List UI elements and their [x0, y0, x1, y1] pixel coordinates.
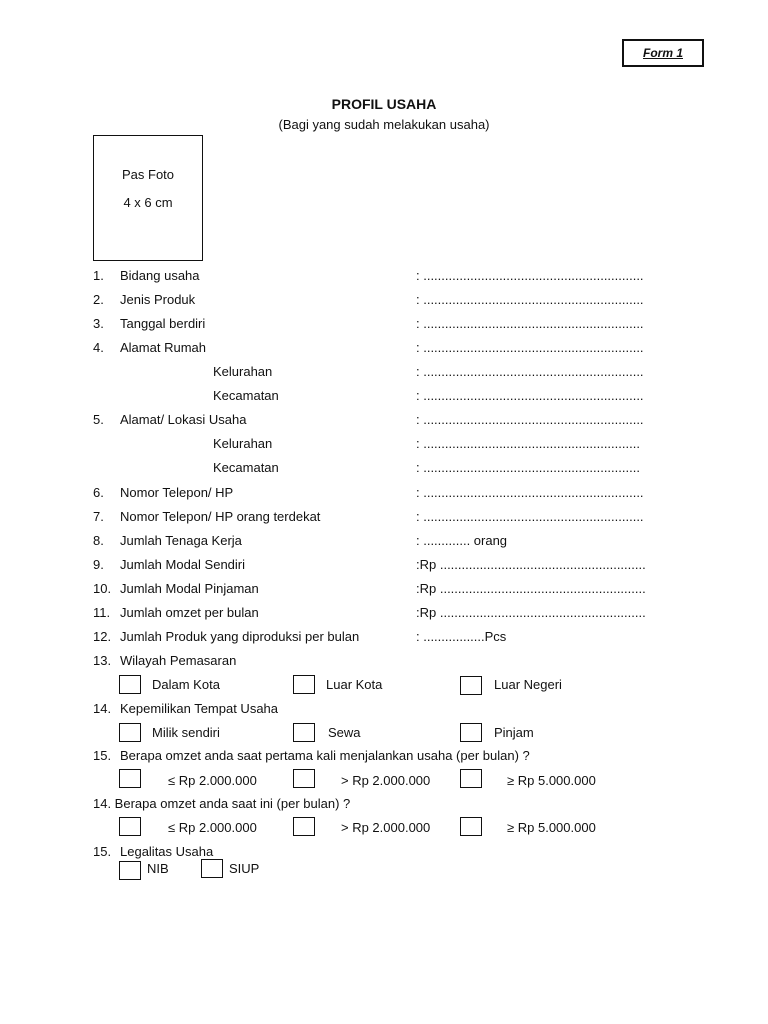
field-row-usaha-kelurahan: [0, 435, 768, 453]
field-number: 1.: [93, 268, 104, 283]
field-value[interactable]: : .............................................................: [416, 340, 644, 355]
field-row-tanggal-berdiri: [0, 315, 768, 333]
field-label: Wilayah Pemasaran: [120, 653, 237, 668]
photo-box-size: 4 x 6 cm: [123, 195, 173, 210]
field-label: Jenis Produk: [120, 292, 196, 307]
checkbox-siup[interactable]: [201, 859, 223, 878]
field-number: 4.: [93, 340, 104, 355]
photo-box[interactable]: [93, 135, 203, 261]
option-label: Dalam Kota: [152, 677, 220, 692]
field-value[interactable]: : ............. orang: [416, 533, 508, 548]
field-row-telepon-terdekat: [0, 508, 768, 526]
field-row-modal-pinjaman: [0, 580, 768, 598]
field-value[interactable]: : .............................................................: [416, 485, 644, 500]
field-label: Alamat Rumah: [120, 340, 206, 355]
field-label: Nomor Telepon/ HP orang terdekat: [120, 509, 321, 524]
option-label: Luar Kota: [326, 677, 383, 692]
field-label: Kepemilikan Tempat Usaha: [120, 701, 279, 716]
option-label: SIUP: [229, 861, 260, 876]
option-label: NIB: [147, 861, 169, 876]
field-value[interactable]: : .............................................................: [416, 388, 644, 403]
field-value[interactable]: : .............................................................: [416, 268, 644, 283]
page-subtitle: (Bagi yang sudah melakukan usaha): [278, 117, 490, 132]
field-value[interactable]: : .................Pcs: [416, 629, 507, 644]
field-label: Jumlah Tenaga Kerja: [120, 533, 242, 548]
field-label: Bidang usaha: [120, 268, 200, 283]
field-value[interactable]: : ............................................................: [416, 436, 640, 451]
field-label: Kelurahan: [213, 436, 273, 451]
option-label: ≤ Rp 2.000.000: [168, 820, 257, 835]
field-label: Jumlah omzet per bulan: [120, 605, 259, 620]
field-value[interactable]: :Rp .........................................................: [416, 557, 646, 572]
field-label: 14. Berapa omzet anda saat ini (per bulan) ?: [93, 796, 351, 811]
field-value[interactable]: : .............................................................: [416, 364, 644, 379]
field-row-rumah-kecamatan: [0, 387, 768, 405]
option-label: Sewa: [328, 725, 361, 740]
field-row-bidang-usaha: [0, 267, 768, 285]
field-label: Kelurahan: [213, 364, 273, 379]
checkbox-omzet-kini-ge-5jt[interactable]: [460, 817, 482, 836]
field-value[interactable]: : .............................................................: [416, 292, 644, 307]
field-value[interactable]: : ............................................................: [416, 460, 640, 475]
field-row-usaha-kecamatan: [0, 459, 768, 477]
option-label: Milik sendiri: [152, 725, 220, 740]
field-label: Berapa omzet anda saat pertama kali menjalankan usaha (per bulan) ?: [120, 748, 530, 763]
field-number: 8.: [93, 533, 104, 548]
field-number: 13.: [93, 653, 112, 668]
option-label: ≥ Rp 5.000.000: [507, 773, 596, 788]
field-number: 14.: [93, 701, 112, 716]
field-row-modal-sendiri: [0, 556, 768, 574]
field-row-jenis-produk: [0, 291, 768, 309]
field-value[interactable]: : .............................................................: [416, 316, 644, 331]
checkbox-luar-kota[interactable]: [293, 675, 315, 694]
checkbox-sewa[interactable]: [293, 723, 315, 742]
checkbox-pinjam[interactable]: [460, 723, 482, 742]
field-row-omzet-bulan: [0, 604, 768, 622]
question-omzet-awal: [0, 747, 768, 765]
field-label: Tanggal berdiri: [120, 316, 206, 331]
field-label: Kecamatan: [213, 388, 279, 403]
option-label: > Rp 2.000.000: [341, 773, 431, 788]
checkbox-omzet-awal-gt-2jt[interactable]: [293, 769, 315, 788]
photo-box-label: Pas Foto: [121, 167, 175, 182]
field-number: 3.: [93, 316, 104, 331]
field-number: 12.: [93, 629, 112, 644]
option-label: ≤ Rp 2.000.000: [168, 773, 257, 788]
field-number: 6.: [93, 485, 104, 500]
question-kepemilikan: [0, 700, 768, 718]
page-title: PROFIL USAHA: [331, 96, 437, 112]
option-label: ≥ Rp 5.000.000: [507, 820, 596, 835]
checkbox-nib[interactable]: [119, 861, 141, 880]
field-value[interactable]: :Rp .........................................................: [416, 581, 646, 596]
question-omzet-saat-ini: [0, 795, 768, 813]
field-label: Nomor Telepon/ HP: [120, 485, 234, 500]
checkbox-omzet-awal-ge-5jt[interactable]: [460, 769, 482, 788]
field-label: Jumlah Produk yang diproduksi per bulan: [120, 629, 360, 644]
field-row-tenaga-kerja: [0, 532, 768, 550]
field-number: 11.: [93, 605, 111, 620]
field-number: 5.: [93, 412, 104, 427]
field-row-alamat-usaha: [0, 411, 768, 429]
option-label: Luar Negeri: [494, 677, 562, 692]
field-label: Jumlah Modal Sendiri: [120, 557, 246, 572]
field-row-nomor-telepon: [0, 484, 768, 502]
question-legalitas: [0, 843, 768, 861]
field-row-wilayah-pemasaran: [0, 652, 768, 670]
checkbox-luar-negeri[interactable]: [460, 676, 482, 695]
checkbox-omzet-awal-le-2jt[interactable]: [119, 769, 141, 788]
field-value[interactable]: : .............................................................: [416, 412, 644, 427]
checkbox-milik-sendiri[interactable]: [119, 723, 141, 742]
option-label: Pinjam: [494, 725, 534, 740]
form-number-label: Form 1: [622, 39, 704, 67]
field-number: 15.: [93, 748, 112, 763]
field-number: 2.: [93, 292, 104, 307]
checkbox-omzet-kini-gt-2jt[interactable]: [293, 817, 315, 836]
option-label: > Rp 2.000.000: [341, 820, 431, 835]
field-value[interactable]: : .............................................................: [416, 509, 644, 524]
checkbox-omzet-kini-le-2jt[interactable]: [119, 817, 141, 836]
field-number: 15.: [93, 844, 112, 859]
field-row-rumah-kelurahan: [0, 363, 768, 381]
field-number: 7.: [93, 509, 104, 524]
field-value[interactable]: :Rp .........................................................: [416, 605, 646, 620]
field-row-jumlah-produk: [0, 628, 768, 646]
checkbox-dalam-kota[interactable]: [119, 675, 141, 694]
field-label: Alamat/ Lokasi Usaha: [120, 412, 247, 427]
field-row-alamat-rumah: [0, 339, 768, 357]
field-label: Legalitas Usaha: [120, 844, 214, 859]
field-label: Kecamatan: [213, 460, 279, 475]
field-number: 10.: [93, 581, 112, 596]
field-number: 9.: [93, 557, 104, 572]
field-label: Jumlah Modal Pinjaman: [120, 581, 259, 596]
